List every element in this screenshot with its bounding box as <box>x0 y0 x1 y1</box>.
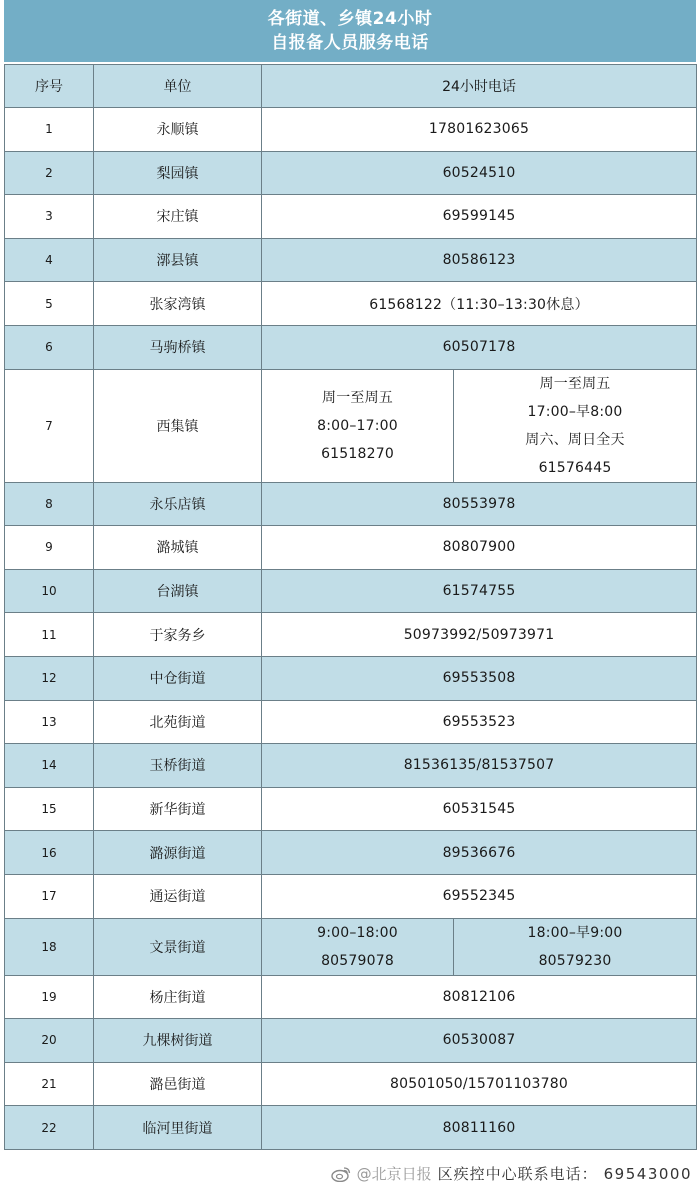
row-unit: 中仓街道 <box>94 656 262 700</box>
row-phone: 60507178 <box>262 325 697 369</box>
row-phone: 89536676 <box>262 831 697 875</box>
weibo-icon <box>331 1166 351 1182</box>
row-unit: 通运街道 <box>94 874 262 918</box>
row-phone: 50973992/50973971 <box>262 613 697 657</box>
table-row <box>5 108 697 152</box>
row-phone: 80586123 <box>262 238 697 282</box>
row-phone: 81536135/81537507 <box>262 744 697 788</box>
phone-table <box>4 64 697 1150</box>
row-unit: 梨园镇 <box>94 151 262 195</box>
row-phone: 60524510 <box>262 151 697 195</box>
row-index: 7 <box>5 369 94 482</box>
table-row <box>5 1106 697 1150</box>
table-row <box>5 282 697 326</box>
row-phone: 69553508 <box>262 656 697 700</box>
table-row <box>5 369 697 482</box>
row-phone: 69599145 <box>262 195 697 239</box>
row-index: 13 <box>5 700 94 744</box>
row-phone: 80807900 <box>262 526 697 570</box>
row-unit: 于家务乡 <box>94 613 262 657</box>
table-row <box>5 744 697 788</box>
row-unit: 潞城镇 <box>94 526 262 570</box>
row-index: 11 <box>5 613 94 657</box>
weekday-phone: 61518270 <box>321 445 394 462</box>
row-index: 9 <box>5 526 94 570</box>
row-index: 15 <box>5 787 94 831</box>
row-unit: 马驹桥镇 <box>94 325 262 369</box>
row-unit: 临河里街道 <box>94 1106 262 1150</box>
row-unit: 漷县镇 <box>94 238 262 282</box>
row-index: 8 <box>5 482 94 526</box>
row-phone: 80812106 <box>262 975 697 1019</box>
row-unit: 文景街道 <box>94 918 262 975</box>
table-row <box>5 656 697 700</box>
row-unit: 西集镇 <box>94 369 262 482</box>
offhours-phone: 61576445 <box>538 459 612 476</box>
table-row <box>5 975 697 1019</box>
row-unit: 张家湾镇 <box>94 282 262 326</box>
row-index: 17 <box>5 874 94 918</box>
row-phone: 60531545 <box>262 787 697 831</box>
offhours-label: 周一至周五 <box>539 375 611 392</box>
row-index: 19 <box>5 975 94 1019</box>
row-phone-offhours <box>454 369 697 482</box>
footer-source: @北京日报 <box>356 1165 432 1183</box>
row-phone-weekday <box>262 369 454 482</box>
table-row <box>5 918 697 975</box>
header-unit: 单位 <box>94 65 262 108</box>
page-title <box>4 0 696 62</box>
weekend-label: 周六、周日全天 <box>525 431 625 448</box>
footer-phone: 69543000 <box>603 1164 692 1183</box>
title-line-1: 各街道、乡镇24小时 <box>267 9 433 29</box>
table-row <box>5 238 697 282</box>
row-index: 21 <box>5 1062 94 1106</box>
row-phone: 61568122（11:30–13:30休息） <box>262 282 697 326</box>
row-unit: 杨庄街道 <box>94 975 262 1019</box>
table-header-row <box>5 65 697 108</box>
table-row <box>5 526 697 570</box>
table-row <box>5 613 697 657</box>
offhours-hours: 17:00–早8:00 <box>527 403 623 420</box>
row-phone-day <box>262 918 454 975</box>
weekday-label: 周一至周五 <box>322 389 393 406</box>
table-row <box>5 831 697 875</box>
row-phone-night <box>454 918 697 975</box>
row-index: 2 <box>5 151 94 195</box>
row-unit: 潞源街道 <box>94 831 262 875</box>
row-index: 6 <box>5 325 94 369</box>
row-unit: 北苑街道 <box>94 700 262 744</box>
row-unit: 九棵树街道 <box>94 1019 262 1063</box>
row-index: 4 <box>5 238 94 282</box>
row-phone: 69553523 <box>262 700 697 744</box>
row-index: 12 <box>5 656 94 700</box>
night-hours: 18:00–早9:00 <box>527 924 623 941</box>
row-index: 22 <box>5 1106 94 1150</box>
row-phone: 61574755 <box>262 569 697 613</box>
title-line-2: 自报备人员服务电话 <box>271 33 429 53</box>
table-row <box>5 787 697 831</box>
table-row <box>5 151 697 195</box>
row-index: 1 <box>5 108 94 152</box>
row-index: 3 <box>5 195 94 239</box>
header-index: 序号 <box>5 65 94 108</box>
row-index: 18 <box>5 918 94 975</box>
table-row <box>5 1062 697 1106</box>
row-unit: 玉桥街道 <box>94 744 262 788</box>
day-phone: 80579078 <box>321 952 394 969</box>
table-row <box>5 700 697 744</box>
row-index: 5 <box>5 282 94 326</box>
table-row <box>5 1019 697 1063</box>
row-phone: 17801623065 <box>262 108 697 152</box>
row-phone: 60530087 <box>262 1019 697 1063</box>
row-unit: 潞邑街道 <box>94 1062 262 1106</box>
weekday-hours: 8:00–17:00 <box>317 417 398 434</box>
row-phone: 80501050/15701103780 <box>262 1062 697 1106</box>
footer-label: 区疾控中心联系电话： <box>437 1165 598 1183</box>
table-row <box>5 569 697 613</box>
footer <box>331 1163 692 1184</box>
row-unit: 台湖镇 <box>94 569 262 613</box>
day-hours: 9:00–18:00 <box>317 924 398 941</box>
row-index: 14 <box>5 744 94 788</box>
row-index: 20 <box>5 1019 94 1063</box>
row-index: 10 <box>5 569 94 613</box>
row-unit: 永顺镇 <box>94 108 262 152</box>
header-phone: 24小时电话 <box>262 65 697 108</box>
table-row <box>5 482 697 526</box>
row-phone: 80553978 <box>262 482 697 526</box>
row-unit: 永乐店镇 <box>94 482 262 526</box>
row-unit: 新华街道 <box>94 787 262 831</box>
table-row <box>5 195 697 239</box>
row-unit: 宋庄镇 <box>94 195 262 239</box>
table-row <box>5 874 697 918</box>
row-phone: 69552345 <box>262 874 697 918</box>
row-index: 16 <box>5 831 94 875</box>
table-row <box>5 325 697 369</box>
row-phone: 80811160 <box>262 1106 697 1150</box>
night-phone: 80579230 <box>538 952 612 969</box>
